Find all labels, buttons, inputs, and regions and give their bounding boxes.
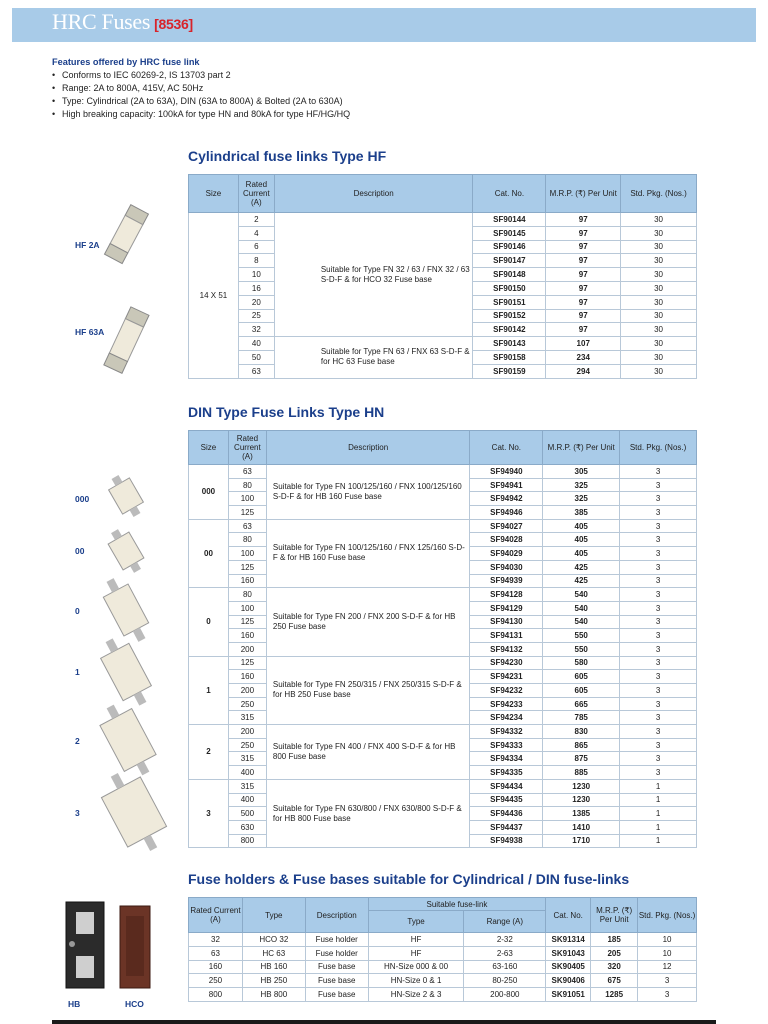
din-3-fuse-image <box>98 768 170 856</box>
label-din-2: 2 <box>75 736 80 746</box>
mrp-cell: 665 <box>543 697 620 711</box>
description-cell: Suitable for Type FN 250/315 / FNX 250/315 S-D-F & for HB 250 Fuse base <box>266 656 470 724</box>
din-1-fuse-image <box>96 634 156 710</box>
rated-current-cell: 80 <box>228 478 266 492</box>
table-row <box>189 960 697 974</box>
mrp-cell: 540 <box>543 615 620 629</box>
mrp-cell: 305 <box>543 465 620 479</box>
rated-current-cell: 250 <box>228 738 266 752</box>
hf-2a-fuse-image <box>100 200 152 270</box>
size-cell: 000 <box>189 465 229 520</box>
size-cell: 14 X 51 <box>189 213 239 379</box>
table-row <box>189 213 697 227</box>
section2-title: DIN Type Fuse Links Type HN <box>188 404 385 420</box>
std-pkg-cell: 3 <box>620 656 697 670</box>
rated-current-cell: 315 <box>228 752 266 766</box>
rated-current-cell: 63 <box>238 364 274 378</box>
mrp-cell: 97 <box>546 254 621 268</box>
din-00-fuse-image <box>104 526 148 576</box>
std-pkg-cell: 12 <box>638 960 697 974</box>
std-pkg-cell: 30 <box>621 350 697 364</box>
mrp-cell: 107 <box>546 337 621 351</box>
mrp-cell: 1410 <box>543 820 620 834</box>
rated-current-cell: 800 <box>189 988 243 1002</box>
mrp-cell: 325 <box>543 478 620 492</box>
din-000-fuse-image <box>104 472 148 520</box>
feature-item: • Range: 2A to 800A, 415V, AC 50Hz <box>52 82 350 95</box>
description-cell: Suitable for Type FN 32 / 63 / FNX 32 / 63 S-D-F & for HCO 32 Fuse base <box>274 213 473 337</box>
std-pkg-cell: 3 <box>620 711 697 725</box>
rated-current-cell: 8 <box>238 254 274 268</box>
cat-no-cell: SF90144 <box>473 213 546 227</box>
cat-no-cell: SF94027 <box>470 519 543 533</box>
description-cell: Suitable for Type FN 63 / FNX 63 S-D-F & for HC 63 Fuse base <box>274 337 473 378</box>
rated-current-cell: 400 <box>228 766 266 780</box>
rated-current-cell: 200 <box>228 642 266 656</box>
col-cat-no: Cat. No. <box>546 898 591 933</box>
mrp-cell: 97 <box>546 240 621 254</box>
std-pkg-cell: 30 <box>621 226 697 240</box>
std-pkg-cell: 30 <box>621 364 697 378</box>
rated-current-cell: 4 <box>238 226 274 240</box>
mrp-cell: 205 <box>591 946 638 960</box>
cat-no-cell: SF94233 <box>470 697 543 711</box>
table-row <box>189 465 697 479</box>
cat-no-cell: SF94939 <box>470 574 543 588</box>
section3-title: Fuse holders & Fuse bases suitable for Cylindrical / DIN fuse-links <box>188 871 630 887</box>
rated-current-cell: 80 <box>228 588 266 602</box>
range-cell: 200-800 <box>464 988 546 1002</box>
std-pkg-cell: 3 <box>620 506 697 520</box>
col-std-pkg: Std. Pkg. (Nos.) <box>621 175 697 213</box>
label-din-00: 00 <box>75 546 85 556</box>
cat-no-cell: SK90405 <box>546 960 591 974</box>
std-pkg-cell: 30 <box>621 309 697 323</box>
description-cell: Fuse holder <box>305 933 368 947</box>
rated-current-cell: 315 <box>228 779 266 793</box>
features-list <box>52 69 350 121</box>
col-cat-no: Cat. No. <box>470 431 543 465</box>
type-cell: HB 800 <box>242 988 305 1002</box>
rated-current-cell: 250 <box>228 697 266 711</box>
col-mrp: M.R.P. (₹) Per Unit <box>543 431 620 465</box>
suitable-type-cell: HN-Size 0 & 1 <box>368 974 464 988</box>
cat-no-cell: SF94030 <box>470 560 543 574</box>
cat-no-cell: SF94132 <box>470 642 543 656</box>
hco-fuse-holder-image <box>116 902 154 992</box>
std-pkg-cell: 30 <box>621 295 697 309</box>
cat-no-cell: SF94941 <box>470 478 543 492</box>
description-cell: Suitable for Type FN 100/125/160 / FNX 100/125/160 S-D-F & for HB 160 Fuse base <box>266 465 470 520</box>
std-pkg-cell: 3 <box>620 629 697 643</box>
rated-current-cell: 80 <box>228 533 266 547</box>
cat-no-cell: SF90145 <box>473 226 546 240</box>
type-cell: HCO 32 <box>242 933 305 947</box>
mrp-cell: 425 <box>543 574 620 588</box>
mrp-cell: 540 <box>543 588 620 602</box>
rated-current-cell: 10 <box>238 268 274 282</box>
rated-current-cell: 63 <box>189 946 243 960</box>
table-row <box>189 946 697 960</box>
mrp-cell: 675 <box>591 974 638 988</box>
description-cell: Fuse base <box>305 960 368 974</box>
std-pkg-cell: 30 <box>621 213 697 227</box>
label-hf-63a: HF 63A <box>75 327 105 337</box>
rated-current-cell: 63 <box>228 519 266 533</box>
cat-no-cell: SF94230 <box>470 656 543 670</box>
col-suitable-fuse-link: Suitable fuse-link <box>368 898 546 911</box>
type-cell: HC 63 <box>242 946 305 960</box>
rated-current-cell: 125 <box>228 560 266 574</box>
cat-no-cell: SF94129 <box>470 601 543 615</box>
cat-no-cell: SF94131 <box>470 629 543 643</box>
mrp-cell: 1285 <box>591 988 638 1002</box>
label-din-000: 000 <box>75 494 90 504</box>
cat-no-cell: SK91043 <box>546 946 591 960</box>
col-description: Description <box>266 431 470 465</box>
cat-no-cell: SF94231 <box>470 670 543 684</box>
cat-no-cell: SF94334 <box>470 752 543 766</box>
label-din-3: 3 <box>75 808 80 818</box>
rated-current-cell: 315 <box>228 711 266 725</box>
mrp-cell: 97 <box>546 213 621 227</box>
rated-current-cell: 100 <box>228 492 266 506</box>
size-cell: 1 <box>189 656 229 724</box>
rated-current-cell: 6 <box>238 240 274 254</box>
std-pkg-cell: 10 <box>638 933 697 947</box>
mrp-cell: 320 <box>591 960 638 974</box>
cat-no-cell: SK91051 <box>546 988 591 1002</box>
description-cell: Suitable for Type FN 100/125/160 / FNX 125/160 S-D-F & for HB 160 Fuse base <box>266 519 470 587</box>
hb-fuse-base-image <box>62 898 108 992</box>
cat-no-cell: SF90146 <box>473 240 546 254</box>
std-pkg-cell: 1 <box>620 834 697 848</box>
section1-title: Cylindrical fuse links Type HF <box>188 148 387 164</box>
description-cell: Suitable for Type FN 200 / FNX 200 S-D-F & for HB 250 Fuse base <box>266 588 470 656</box>
rated-current-cell: 125 <box>228 656 266 670</box>
cat-no-cell: SF94938 <box>470 834 543 848</box>
std-pkg-cell: 3 <box>620 588 697 602</box>
cat-no-cell: SF90148 <box>473 268 546 282</box>
std-pkg-cell: 30 <box>621 281 697 295</box>
rated-current-cell: 630 <box>228 820 266 834</box>
label-hb: HB <box>68 999 81 1009</box>
rated-current-cell: 32 <box>238 323 274 337</box>
fuse-holder-table <box>188 897 697 1002</box>
mrp-cell: 405 <box>543 519 620 533</box>
table-row <box>189 779 697 793</box>
mrp-cell: 830 <box>543 725 620 739</box>
label-hco: HCO <box>125 999 144 1009</box>
std-pkg-cell: 3 <box>620 697 697 711</box>
description-cell: Fuse base <box>305 988 368 1002</box>
mrp-cell: 405 <box>543 533 620 547</box>
rated-current-cell: 200 <box>228 684 266 698</box>
description-cell: Suitable for Type FN 630/800 / FNX 630/800 S-D-F & for HB 800 Fuse base <box>266 779 470 847</box>
col-suitable-type: Type <box>368 911 464 933</box>
features-block <box>52 56 350 121</box>
std-pkg-cell: 1 <box>620 807 697 821</box>
hsn-code: [8536] <box>154 16 193 32</box>
std-pkg-cell: 3 <box>620 684 697 698</box>
std-pkg-cell: 1 <box>620 779 697 793</box>
rated-current-cell: 40 <box>238 337 274 351</box>
range-cell: 63-160 <box>464 960 546 974</box>
din-fuse-table <box>188 430 697 848</box>
std-pkg-cell: 1 <box>620 793 697 807</box>
table-row <box>189 974 697 988</box>
suitable-type-cell: HN-Size 2 & 3 <box>368 988 464 1002</box>
table-row <box>189 988 697 1002</box>
std-pkg-cell: 30 <box>621 268 697 282</box>
rated-current-cell: 200 <box>228 725 266 739</box>
col-size: Size <box>189 431 229 465</box>
cat-no-cell: SK90406 <box>546 974 591 988</box>
cat-no-cell: SF94128 <box>470 588 543 602</box>
std-pkg-cell: 3 <box>620 492 697 506</box>
table-row <box>189 725 697 739</box>
mrp-cell: 1710 <box>543 834 620 848</box>
col-mrp: M.R.P. (₹) Per Unit <box>591 898 638 933</box>
table-row <box>189 588 697 602</box>
cat-no-cell: SF90143 <box>473 337 546 351</box>
std-pkg-cell: 3 <box>620 465 697 479</box>
cat-no-cell: SF90147 <box>473 254 546 268</box>
std-pkg-cell: 3 <box>620 601 697 615</box>
range-cell: 2-32 <box>464 933 546 947</box>
mrp-cell: 580 <box>543 656 620 670</box>
rated-current-cell: 125 <box>228 506 266 520</box>
std-pkg-cell: 3 <box>620 519 697 533</box>
rated-current-cell: 500 <box>228 807 266 821</box>
label-hf-2a: HF 2A <box>75 240 100 250</box>
std-pkg-cell: 3 <box>620 725 697 739</box>
mrp-cell: 865 <box>543 738 620 752</box>
rated-current-cell: 63 <box>228 465 266 479</box>
col-rated-current: Rated Current (A) <box>189 898 243 933</box>
page-title: HRC Fuses [8536] <box>52 9 193 34</box>
rated-current-cell: 16 <box>238 281 274 295</box>
table-row <box>189 933 697 947</box>
rated-current-cell: 160 <box>189 960 243 974</box>
size-cell: 00 <box>189 519 229 587</box>
description-cell: Fuse base <box>305 974 368 988</box>
mrp-cell: 1230 <box>543 779 620 793</box>
cat-no-cell: SF94435 <box>470 793 543 807</box>
features-heading: Features offered by HRC fuse link <box>52 57 200 67</box>
std-pkg-cell: 3 <box>620 766 697 780</box>
rated-current-cell: 20 <box>238 295 274 309</box>
std-pkg-cell: 3 <box>620 642 697 656</box>
mrp-cell: 97 <box>546 323 621 337</box>
rated-current-cell: 400 <box>228 793 266 807</box>
mrp-cell: 1230 <box>543 793 620 807</box>
label-din-0: 0 <box>75 606 80 616</box>
std-pkg-cell: 30 <box>621 337 697 351</box>
mrp-cell: 425 <box>543 560 620 574</box>
std-pkg-cell: 30 <box>621 240 697 254</box>
cylindrical-fuse-table <box>188 174 697 379</box>
cat-no-cell: SF94130 <box>470 615 543 629</box>
rated-current-cell: 25 <box>238 309 274 323</box>
label-din-1: 1 <box>75 667 80 677</box>
std-pkg-cell: 10 <box>638 946 697 960</box>
col-mrp: M.R.P. (₹) Per Unit <box>546 175 621 213</box>
mrp-cell: 97 <box>546 226 621 240</box>
cat-no-cell: SF94940 <box>470 465 543 479</box>
cat-no-cell: SF94434 <box>470 779 543 793</box>
col-type: Type <box>242 898 305 933</box>
cat-no-cell: SF94332 <box>470 725 543 739</box>
hf-63a-fuse-image <box>100 302 152 380</box>
cat-no-cell: SF94029 <box>470 547 543 561</box>
description-cell: Fuse holder <box>305 946 368 960</box>
mrp-cell: 185 <box>591 933 638 947</box>
std-pkg-cell: 3 <box>620 478 697 492</box>
cat-no-cell: SF94028 <box>470 533 543 547</box>
cat-no-cell: SF90159 <box>473 364 546 378</box>
mrp-cell: 785 <box>543 711 620 725</box>
mrp-cell: 97 <box>546 281 621 295</box>
std-pkg-cell: 3 <box>620 533 697 547</box>
cat-no-cell: SF94942 <box>470 492 543 506</box>
std-pkg-cell: 3 <box>620 670 697 684</box>
std-pkg-cell: 3 <box>638 974 697 988</box>
mrp-cell: 325 <box>543 492 620 506</box>
suitable-type-cell: HN-Size 000 & 00 <box>368 960 464 974</box>
feature-item: • High breaking capacity: 100kA for type HN and 80kA for type HF/HG/HQ <box>52 108 350 121</box>
table-row <box>189 337 697 351</box>
table-row <box>189 519 697 533</box>
size-cell: 3 <box>189 779 229 847</box>
feature-item: • Type: Cylindrical (2A to 63A), DIN (63A to 800A) & Bolted (2A to 630A) <box>52 95 350 108</box>
rated-current-cell: 32 <box>189 933 243 947</box>
feature-item: • Conforms to IEC 60269-2, IS 13703 part 2 <box>52 69 350 82</box>
std-pkg-cell: 3 <box>638 988 697 1002</box>
cat-no-cell: SF90152 <box>473 309 546 323</box>
cat-no-cell: SF94437 <box>470 820 543 834</box>
suitable-type-cell: HF <box>368 946 464 960</box>
cat-no-cell: SF94946 <box>470 506 543 520</box>
std-pkg-cell: 30 <box>621 254 697 268</box>
col-range: Range (A) <box>464 911 546 933</box>
std-pkg-cell: 3 <box>620 752 697 766</box>
rated-current-cell: 100 <box>228 601 266 615</box>
std-pkg-cell: 3 <box>620 615 697 629</box>
table-row <box>189 656 697 670</box>
mrp-cell: 1385 <box>543 807 620 821</box>
footer-bar <box>52 1020 716 1024</box>
col-rated-current: Rated Current (A) <box>238 175 274 213</box>
rated-current-cell: 250 <box>189 974 243 988</box>
cat-no-cell: SF90150 <box>473 281 546 295</box>
rated-current-cell: 160 <box>228 629 266 643</box>
suitable-type-cell: HF <box>368 933 464 947</box>
col-size: Size <box>189 175 239 213</box>
type-cell: HB 250 <box>242 974 305 988</box>
mrp-cell: 97 <box>546 309 621 323</box>
mrp-cell: 385 <box>543 506 620 520</box>
mrp-cell: 875 <box>543 752 620 766</box>
rated-current-cell: 2 <box>238 213 274 227</box>
rated-current-cell: 160 <box>228 574 266 588</box>
rated-current-cell: 50 <box>238 350 274 364</box>
col-description: Description <box>305 898 368 933</box>
range-cell: 80-250 <box>464 974 546 988</box>
std-pkg-cell: 3 <box>620 560 697 574</box>
mrp-cell: 885 <box>543 766 620 780</box>
cat-no-cell: SF94335 <box>470 766 543 780</box>
cat-no-cell: SF90151 <box>473 295 546 309</box>
mrp-cell: 550 <box>543 629 620 643</box>
rated-current-cell: 800 <box>228 834 266 848</box>
range-cell: 2-63 <box>464 946 546 960</box>
mrp-cell: 97 <box>546 295 621 309</box>
col-std-pkg: Std. Pkg. (Nos.) <box>638 898 697 933</box>
cat-no-cell: SF94232 <box>470 684 543 698</box>
std-pkg-cell: 3 <box>620 547 697 561</box>
col-std-pkg: Std. Pkg. (Nos.) <box>620 431 697 465</box>
rated-current-cell: 160 <box>228 670 266 684</box>
cat-no-cell: SF90158 <box>473 350 546 364</box>
mrp-cell: 97 <box>546 268 621 282</box>
std-pkg-cell: 30 <box>621 323 697 337</box>
mrp-cell: 540 <box>543 601 620 615</box>
std-pkg-cell: 1 <box>620 820 697 834</box>
cat-no-cell: SF94333 <box>470 738 543 752</box>
cat-no-cell: SF94436 <box>470 807 543 821</box>
rated-current-cell: 100 <box>228 547 266 561</box>
col-cat-no: Cat. No. <box>473 175 546 213</box>
mrp-cell: 294 <box>546 364 621 378</box>
mrp-cell: 405 <box>543 547 620 561</box>
rated-current-cell: 125 <box>228 615 266 629</box>
size-cell: 0 <box>189 588 229 656</box>
cat-no-cell: SF94234 <box>470 711 543 725</box>
mrp-cell: 605 <box>543 670 620 684</box>
cat-no-cell: SF90142 <box>473 323 546 337</box>
std-pkg-cell: 3 <box>620 574 697 588</box>
cat-no-cell: SK91314 <box>546 933 591 947</box>
size-cell: 2 <box>189 725 229 780</box>
mrp-cell: 550 <box>543 642 620 656</box>
mrp-cell: 605 <box>543 684 620 698</box>
type-cell: HB 160 <box>242 960 305 974</box>
mrp-cell: 234 <box>546 350 621 364</box>
col-description: Description <box>274 175 473 213</box>
description-cell: Suitable for Type FN 400 / FNX 400 S-D-F & for HB 800 Fuse base <box>266 725 470 780</box>
std-pkg-cell: 3 <box>620 738 697 752</box>
col-rated-current: Rated Current (A) <box>228 431 266 465</box>
